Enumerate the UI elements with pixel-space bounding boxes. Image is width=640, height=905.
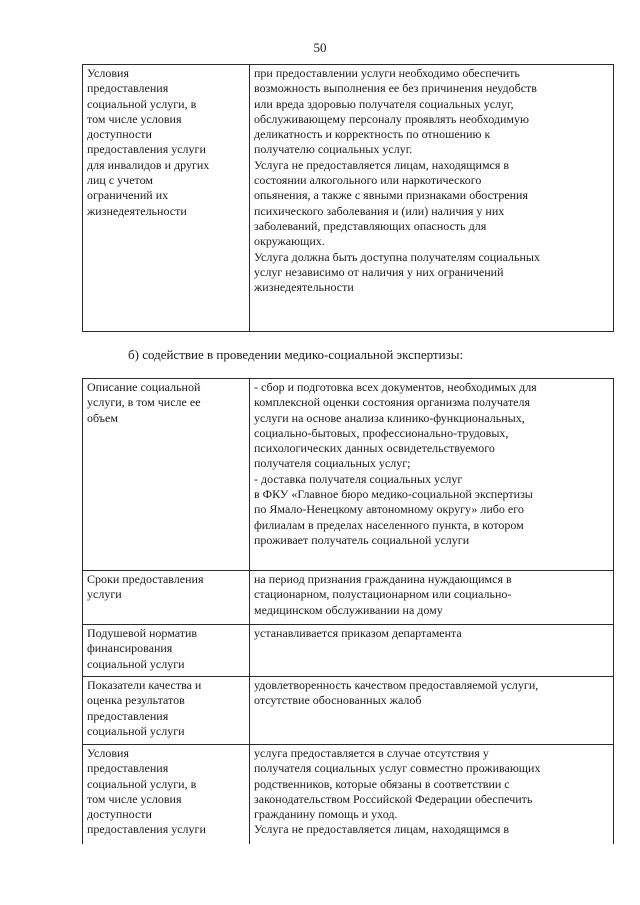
text-line: получателя социальных услуг; xyxy=(254,456,411,471)
text-line: социальной услуги, в xyxy=(87,776,197,791)
text-line: Услуга не предоставляется лицам, находящимся в xyxy=(254,822,510,837)
row-label-cell xyxy=(83,625,250,677)
text-line: социальной услуги xyxy=(87,656,185,671)
table-row xyxy=(83,65,614,332)
text-line: в ФКУ «Главное бюро медико-социальной экспертизы xyxy=(254,487,533,502)
row-text xyxy=(254,380,609,548)
medical-social-expertise-table xyxy=(82,378,614,844)
text-line: социальной услуги xyxy=(87,723,185,738)
text-line: Условия xyxy=(87,746,129,760)
text-line: заболеваний, представляющих опасность для xyxy=(254,218,487,233)
text-line: Описание социальной xyxy=(87,380,201,394)
row-text xyxy=(254,626,609,641)
row-text xyxy=(254,66,609,295)
section-caption: б) содействие в проведении медико-социальной экспертизы: xyxy=(128,347,464,362)
text-line: Сроки предоставления xyxy=(87,572,204,586)
text-line: социально-бытовых, профессионально-трудовых, xyxy=(254,425,509,440)
text-line: услуги на основе анализа клинико-функциональных, xyxy=(254,410,525,425)
text-line: - сбор и подготовка всех документов, необходимых для xyxy=(254,380,537,394)
text-line: психологических данных освидетельствуемого xyxy=(254,441,495,456)
text-line: при предоставлении услуги необходимо обеспечить xyxy=(254,66,520,80)
text-line: том числе условия xyxy=(87,791,182,806)
text-line: законодательством Российской Федерации обеспечить xyxy=(254,791,533,806)
table-row xyxy=(83,625,614,677)
row-text-cell xyxy=(250,625,614,677)
text-line: доступности xyxy=(87,807,152,822)
text-line: состоянии алкогольного или наркотического xyxy=(254,173,482,188)
text-line: - доставка получателя социальных услуг xyxy=(254,471,463,486)
table-row xyxy=(83,677,614,745)
text-line: комплексной оценки состояния организма получателя xyxy=(254,395,531,410)
text-line: опьянения, а также с явными признаками обострения xyxy=(254,188,529,203)
text-line: жизнедеятельности xyxy=(87,203,187,218)
text-line: окружающих. xyxy=(254,234,325,249)
text-line: Подушевой норматив xyxy=(87,626,198,640)
table-row xyxy=(83,571,614,625)
row-label xyxy=(87,678,245,739)
text-line: объем xyxy=(87,410,118,425)
row-text xyxy=(254,678,609,709)
text-line: оценка результатов xyxy=(87,693,185,708)
row-label-cell xyxy=(83,745,250,845)
page-number: 50 xyxy=(313,40,327,55)
row-label xyxy=(87,572,245,603)
text-line: Услуга должна быть доступна получателям социальных xyxy=(254,249,540,264)
text-line: доступности xyxy=(87,127,152,142)
text-line: том числе условия xyxy=(87,111,182,126)
text-line: для инвалидов и других xyxy=(87,157,210,172)
text-line: Показатели качества и xyxy=(87,678,202,692)
text-line: по Ямало-Ненецкому автономному округу» либо его xyxy=(254,502,524,517)
text-line: предоставления xyxy=(87,708,169,723)
text-line: психического заболевания и (или) наличия у них xyxy=(254,203,505,218)
text-line: деликатность и корректность по отношению к xyxy=(254,127,491,142)
text-line: услуги xyxy=(87,587,122,602)
row-text-cell xyxy=(250,571,614,625)
text-line: устанавливается приказом департамента xyxy=(254,626,462,640)
text-line: услуга предоставляется в случае отсутствия у xyxy=(254,746,489,760)
text-line: обслуживающему персоналу проявлять необходимую xyxy=(254,111,529,126)
text-line: гражданину помощь и уход. xyxy=(254,807,398,822)
text-line: получателя социальных услуг совместно проживающих xyxy=(254,761,541,776)
text-line: социальной услуги, в xyxy=(87,96,197,111)
text-line: медицинском обслуживании на дому xyxy=(254,602,443,617)
text-line: предоставления xyxy=(87,81,169,96)
text-line: предоставления услуги xyxy=(87,142,206,157)
text-line: или вреда здоровью получателя социальных услуг, xyxy=(254,96,514,111)
text-line: филиалам в пределах населенного пункта, в котором xyxy=(254,517,524,532)
text-line: получателю социальных услуг. xyxy=(254,142,413,157)
conditions-table-continued xyxy=(82,64,614,332)
row-label xyxy=(87,626,245,672)
row-text-cell xyxy=(250,65,614,332)
row-label-cell xyxy=(83,379,250,571)
row-label xyxy=(87,746,245,838)
text-line: Условия xyxy=(87,66,129,80)
text-line: на период признания гражданина нуждающимся в xyxy=(254,572,512,586)
row-text xyxy=(254,746,609,838)
table-row xyxy=(83,379,614,571)
table-row xyxy=(83,745,614,845)
text-line: стационарном, полустационарном или социально- xyxy=(254,587,512,602)
text-line: Услуга не предоставляется лицам, находящимся в xyxy=(254,157,510,172)
text-line: отсутствие обоснованных жалоб xyxy=(254,693,422,708)
text-line: родственников, которые обязаны в соответствии с xyxy=(254,776,510,791)
row-label-cell xyxy=(83,65,250,332)
row-text-cell xyxy=(250,745,614,845)
text-line: лиц с учетом xyxy=(87,173,153,188)
text-line: удовлетворенность качеством предоставляемой услуги, xyxy=(254,678,539,692)
row-text-cell xyxy=(250,677,614,745)
text-line: услуги, в том числе ее xyxy=(87,395,201,410)
text-line: услуг независимо от наличия у них ограничений xyxy=(254,264,504,279)
text-line: предоставления услуги xyxy=(87,822,206,837)
row-text xyxy=(254,572,609,618)
text-line: проживает получатель социальной услуги xyxy=(254,532,470,547)
text-line: финансирования xyxy=(87,641,173,656)
text-line: ограничений их xyxy=(87,188,169,203)
row-label xyxy=(87,380,245,426)
text-line: предоставления xyxy=(87,761,169,776)
row-text-cell xyxy=(250,379,614,571)
text-line: возможность выполнения ее без причинения неудобств xyxy=(254,81,537,96)
row-label xyxy=(87,66,245,219)
row-label-cell xyxy=(83,677,250,745)
row-label-cell xyxy=(83,571,250,625)
text-line: жизнедеятельности xyxy=(254,280,354,295)
